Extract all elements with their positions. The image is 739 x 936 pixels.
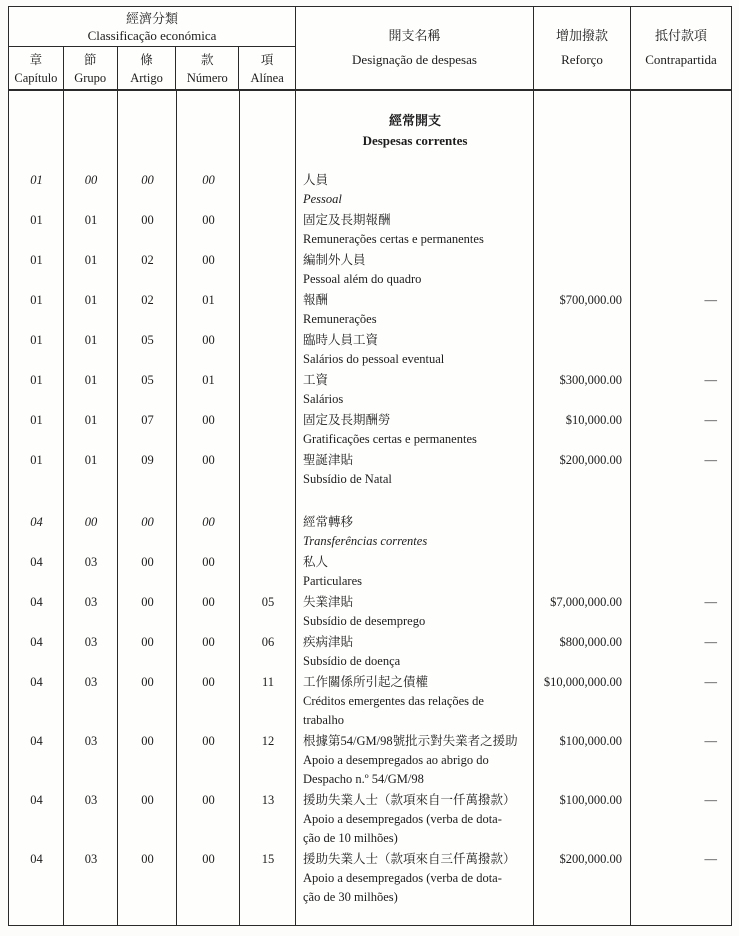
designation-pt: ção de 10 milhões) — [303, 831, 398, 845]
table-row — [9, 411, 731, 449]
code-grp: 00 — [84, 173, 98, 187]
designation-zh: 固定及長期酬勞 — [303, 413, 391, 427]
designation-zh: 援助失業人士（款項來自一仟萬撥款） — [303, 793, 516, 807]
designation-zh: 聖誕津貼 — [303, 453, 354, 467]
code-num: 00 — [202, 675, 215, 689]
designation-zh: 疾病津貼 — [303, 635, 354, 649]
designation-pt: Salários do pessoal eventual — [303, 352, 445, 366]
code-num: 00 — [202, 173, 215, 187]
code-ali: 13 — [261, 793, 275, 807]
code-cap: 04 — [30, 675, 43, 689]
table-row — [9, 673, 731, 730]
designation-pt: Remunerações — [303, 312, 377, 326]
contrapartida-value: — — [704, 734, 717, 748]
code-art: 00 — [141, 852, 154, 866]
header-econ-zh: 經濟分類 — [125, 11, 178, 26]
table-row — [9, 593, 731, 631]
code-grp: 03 — [84, 595, 98, 609]
designation-cell — [296, 633, 534, 671]
header-reforco-zh: 增加撥款 — [555, 28, 608, 43]
code-ali: 05 — [261, 595, 275, 609]
code-art: 00 — [141, 555, 154, 569]
code-grp: 01 — [84, 373, 98, 387]
header-numero-zh: 款 — [201, 53, 214, 67]
reforco-amount: $10,000,000.00 — [543, 675, 622, 689]
table-row — [9, 513, 731, 551]
designation-pt: Remunerações certas e permanentes — [303, 232, 484, 246]
budget-table — [8, 6, 732, 926]
header-numero-pt: Número — [186, 71, 228, 85]
table-row — [9, 451, 731, 489]
code-grp: 03 — [84, 555, 98, 569]
designation-zh: 人員 — [303, 173, 329, 187]
reforco-amount: $7,000,000.00 — [550, 595, 622, 609]
code-cap: 04 — [30, 555, 43, 569]
code-cap: 04 — [30, 852, 43, 866]
code-ali: 11 — [261, 675, 275, 689]
code-num: 00 — [202, 595, 215, 609]
header-capitulo — [9, 47, 64, 89]
table-row — [9, 331, 731, 369]
header-contrapartida-zh: 抵付款項 — [654, 28, 707, 43]
header-artigo — [118, 47, 177, 89]
code-ali: 15 — [261, 852, 275, 866]
header-contrapartida — [631, 7, 731, 89]
designation-zh: 編制外人員 — [303, 253, 366, 267]
header-grupo-pt: Grupo — [74, 71, 107, 85]
header-grupo-zh: 節 — [83, 53, 97, 67]
designation-cell — [296, 411, 534, 449]
code-art: 05 — [141, 333, 154, 347]
contrapartida-value: — — [704, 852, 717, 866]
designation-pt: Despacho n.º 54/GM/98 — [303, 772, 424, 786]
header-grupo — [64, 47, 118, 89]
code-art: 09 — [141, 453, 154, 467]
section-title-zh: 經常開支 — [388, 113, 441, 128]
table-row — [9, 211, 731, 249]
designation-pt: Transferências correntes — [303, 534, 428, 548]
designation-cell — [296, 673, 534, 730]
code-cap: 04 — [30, 515, 43, 529]
designation-cell — [296, 850, 534, 907]
designation-cell — [296, 331, 534, 369]
contrapartida-value: — — [704, 453, 717, 467]
table-body — [9, 91, 731, 925]
code-art: 00 — [141, 515, 154, 529]
header-economic-classification — [9, 7, 295, 47]
table-row — [9, 850, 731, 907]
table-row — [9, 553, 731, 591]
contrapartida-value: — — [704, 635, 717, 649]
contrapartida-value: — — [704, 293, 717, 307]
designation-pt: Subsídio de doença — [303, 654, 401, 668]
designation-zh: 報酬 — [303, 293, 329, 307]
reforco-amount: $200,000.00 — [559, 852, 622, 866]
designation-pt: Pessoal além do quadro — [303, 272, 422, 286]
designation-cell — [296, 513, 534, 551]
designation-zh: 固定及長期報酬 — [303, 213, 391, 227]
reforco-amount: $200,000.00 — [559, 453, 622, 467]
code-grp: 03 — [84, 675, 98, 689]
code-art: 02 — [141, 293, 154, 307]
contrapartida-value: — — [704, 793, 717, 807]
designation-pt: Apoio a desempregados (verba de dota- — [303, 871, 502, 885]
reforco-amount: $300,000.00 — [559, 373, 622, 387]
designation-zh: 援助失業人士（款項來自三仟萬撥款） — [303, 852, 516, 866]
code-num: 00 — [202, 793, 215, 807]
header-capitulo-pt: Capítulo — [14, 71, 58, 85]
code-num: 01 — [202, 373, 215, 387]
designation-pt: Créditos emergentes das relações de — [303, 694, 484, 708]
code-art: 00 — [141, 635, 154, 649]
header-designation-zh: 開支名稱 — [388, 28, 441, 43]
code-grp: 03 — [84, 734, 98, 748]
contrapartida-value: — — [704, 373, 717, 387]
code-cap: 04 — [30, 734, 43, 748]
reforco-amount: $800,000.00 — [559, 635, 622, 649]
code-art: 00 — [141, 675, 154, 689]
header-capitulo-zh: 章 — [29, 53, 43, 67]
designation-pt: Salários — [303, 392, 344, 406]
designation-cell — [296, 211, 534, 249]
designation-pt: trabalho — [303, 713, 344, 727]
code-art: 00 — [141, 734, 154, 748]
header-designation-pt: Designação de despesas — [352, 52, 477, 67]
code-art: 00 — [141, 595, 154, 609]
code-num: 01 — [202, 293, 215, 307]
code-cap: 01 — [30, 373, 43, 387]
code-grp: 01 — [84, 333, 98, 347]
header-alinea-pt: Alínea — [250, 71, 284, 85]
designation-pt: Particulares — [303, 574, 363, 588]
code-grp: 01 — [84, 253, 98, 267]
table-row — [9, 732, 731, 789]
code-cap: 01 — [30, 453, 43, 467]
table-row — [9, 251, 731, 289]
code-grp: 01 — [84, 453, 98, 467]
code-cap: 01 — [30, 333, 43, 347]
code-art: 02 — [141, 253, 154, 267]
header-code-columns — [9, 47, 295, 89]
reforco-amount: $700,000.00 — [559, 293, 622, 307]
code-ali: 06 — [261, 635, 275, 649]
designation-cell — [296, 371, 534, 409]
header-reforco-pt: Reforço — [561, 52, 603, 67]
code-cap: 01 — [30, 213, 43, 227]
code-num: 00 — [202, 515, 215, 529]
section-title-pt: Despesas correntes — [362, 133, 468, 148]
contrapartida-value: — — [704, 413, 717, 427]
designation-cell — [296, 553, 534, 591]
table-row — [9, 633, 731, 671]
code-cap: 04 — [30, 793, 43, 807]
designation-zh: 工資 — [303, 373, 329, 387]
designation-zh: 私人 — [303, 555, 329, 569]
designation-pt: Pessoal — [303, 192, 342, 206]
header-alinea — [239, 47, 295, 89]
code-cap: 01 — [30, 293, 43, 307]
header-designation — [296, 7, 534, 89]
designation-pt: Subsídio de Natal — [303, 472, 392, 486]
code-grp: 03 — [84, 635, 98, 649]
code-art: 00 — [141, 173, 154, 187]
code-cap: 01 — [30, 413, 43, 427]
designation-pt: Apoio a desempregados ao abrigo do — [303, 753, 489, 767]
code-num: 00 — [202, 734, 215, 748]
table-header — [9, 7, 731, 91]
designation-pt: Subsídio de desemprego — [303, 614, 426, 628]
code-grp: 01 — [84, 213, 98, 227]
designation-zh: 經常轉移 — [303, 515, 354, 529]
code-grp: 01 — [84, 413, 98, 427]
code-num: 00 — [202, 333, 215, 347]
header-economic-classification-group — [9, 7, 296, 89]
designation-zh: 工作關係所引起之債權 — [303, 675, 429, 689]
designation-zh: 臨時人員工資 — [303, 333, 379, 347]
code-num: 00 — [202, 635, 215, 649]
header-artigo-zh: 條 — [140, 53, 153, 67]
code-num: 00 — [202, 453, 215, 467]
code-num: 00 — [202, 253, 215, 267]
code-grp: 03 — [84, 852, 98, 866]
code-num: 00 — [202, 555, 215, 569]
designation-pt: ção de 30 milhões) — [303, 890, 398, 904]
reforco-amount: $100,000.00 — [559, 793, 622, 807]
designation-zh: 根據第54/GM/98號批示對失業者之援助 — [303, 734, 518, 748]
contrapartida-value: — — [704, 595, 717, 609]
code-art: 00 — [141, 213, 154, 227]
designation-cell — [296, 291, 534, 329]
table-row — [9, 371, 731, 409]
reforco-amount: $100,000.00 — [559, 734, 622, 748]
code-cap: 04 — [30, 635, 43, 649]
code-num: 00 — [202, 413, 215, 427]
code-grp: 03 — [84, 793, 98, 807]
code-cap: 01 — [30, 253, 43, 267]
designation-pt: Gratificações certas e permanentes — [303, 432, 477, 446]
designation-zh: 失業津貼 — [303, 595, 354, 609]
contrapartida-value: — — [704, 675, 717, 689]
header-contrapartida-pt: Contrapartida — [645, 52, 717, 67]
code-art: 07 — [141, 413, 154, 427]
header-econ-pt: Classificação económica — [87, 28, 217, 43]
code-num: 00 — [202, 852, 215, 866]
code-cap: 04 — [30, 595, 43, 609]
header-artigo-pt: Artigo — [130, 71, 163, 85]
designation-cell — [296, 451, 534, 489]
designation-cell — [296, 171, 534, 209]
code-grp: 01 — [84, 293, 98, 307]
code-ali: 12 — [261, 734, 275, 748]
section-title — [296, 111, 534, 151]
designation-pt: Apoio a desempregados (verba de dota- — [303, 812, 502, 826]
header-alinea-zh: 項 — [260, 53, 274, 67]
designation-cell — [296, 791, 534, 848]
header-numero — [176, 47, 239, 89]
designation-cell — [296, 593, 534, 631]
designation-cell — [296, 732, 534, 789]
table-row — [9, 291, 731, 329]
code-art: 05 — [141, 373, 154, 387]
code-num: 00 — [202, 213, 215, 227]
table-row — [9, 791, 731, 848]
code-art: 00 — [141, 793, 154, 807]
designation-cell — [296, 251, 534, 289]
code-cap: 01 — [30, 173, 43, 187]
table-row — [9, 171, 731, 209]
reforco-amount: $10,000.00 — [565, 413, 622, 427]
header-reforco — [534, 7, 631, 89]
code-grp: 00 — [84, 515, 98, 529]
